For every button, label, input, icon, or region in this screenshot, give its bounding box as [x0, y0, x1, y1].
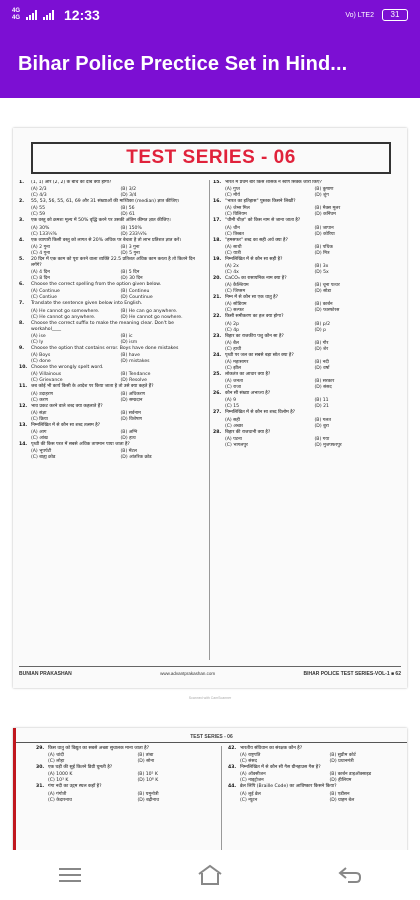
question-text: किस धातु को विद्युत का सबसे अच्छा सुचालक माना जाता है? [48, 746, 150, 751]
question-number: 10. [19, 365, 28, 371]
question-text: 55, 53, 56, 55, 61, 69 और 31 संख्याओं की माध्यिका (median) ज्ञात कीजिए। [31, 199, 180, 205]
question-item [213, 257, 398, 263]
answer-option: (C) Contiue [31, 295, 57, 301]
answer-option: (D) Countinue [120, 295, 153, 301]
answer-option: (C) झील [225, 366, 242, 372]
option-row [228, 798, 413, 804]
question-number: 12. [19, 403, 28, 409]
answer-option: (A) राष्ट्रपति [240, 753, 261, 759]
question-text: निम्नलिखित में से कौन सी गैस ग्रीनहाउस गैस है? [240, 765, 321, 771]
status-right [345, 9, 408, 21]
answer-option: (C) हाथी [225, 346, 242, 352]
question-number: 3. [19, 218, 24, 224]
page1-left-column [19, 180, 204, 660]
question-number: 11. [19, 384, 28, 390]
question-item [213, 295, 398, 301]
page1-footer [19, 666, 401, 678]
question-text: एक वस्तु को क्रमशः मूल्य में 50% वृद्धि करने पर उसकी अंतिम कीमत ज्ञात कीजिए। [31, 218, 171, 224]
question-text: बिहार का राजकीय पशु कौन सा है? [225, 333, 284, 339]
question-text: एक घड़ी की सुई कितने डिग्री घूमती है? [48, 765, 113, 771]
question-number: 4. [19, 237, 24, 243]
answer-option: (B) 3 गुना [120, 244, 140, 250]
answer-option: (B) have [120, 353, 140, 359]
answer-option: (D) सम्प्रदान [120, 397, 143, 403]
answer-option: (D) मुजफ्फरपुर [314, 442, 342, 448]
series-footer: BIHAR POLICE TEST SERIES-VOL-1 ■ 62 [303, 670, 401, 677]
question-item [19, 346, 204, 352]
answer-option: (B) Tendance [120, 372, 151, 378]
question-item [19, 257, 204, 269]
answer-option: (A) 2x [225, 264, 239, 270]
answer-option: (D) सोडा [314, 289, 332, 295]
answer-option: (C) सल्फर [225, 308, 244, 314]
answer-option: (D) बद्रीनाथ [137, 797, 160, 803]
question-number: 42. [228, 746, 237, 751]
answer-option: (B) मैक्स मूलर [314, 206, 341, 212]
question-item [228, 765, 413, 771]
question-item [19, 365, 204, 371]
question-number: 23. [213, 333, 222, 339]
answer-option: (D) वर्षा [314, 366, 330, 372]
test-series-title: TEST SERIES - 06 [126, 147, 296, 168]
question-text: भाव प्रकट करने वाले शब्द क्या कहलाते हैं? [31, 403, 103, 409]
question-item [19, 301, 204, 307]
answer-option: (B) यमुनोत्री [137, 791, 159, 797]
answer-option: (C) न्यूटन [240, 797, 258, 803]
signal-icon [26, 10, 37, 20]
answer-option: (B) He can go anywhere. [120, 308, 178, 314]
answer-option: (A) 1000 K [48, 772, 73, 778]
answer-option: (B) चूना पत्थर [314, 283, 340, 289]
answer-option: (B) अधिकरण [120, 391, 145, 397]
question-number: 31. [36, 784, 45, 790]
question-item [213, 199, 398, 205]
answer-option: (D) शुंग [314, 193, 329, 199]
answer-option: (A) Villainous [31, 372, 62, 378]
answer-option: (D) प्रधानमंत्री [329, 759, 354, 765]
answer-option: (B) जापान [314, 225, 334, 231]
question-item [19, 423, 204, 429]
answer-option: (D) संसद [314, 385, 332, 391]
question-item [213, 353, 398, 359]
question-item [36, 784, 221, 790]
answer-option: (B) 11 [314, 398, 329, 404]
question-text: Choose the wrongly spelt word. [31, 365, 104, 371]
answer-option: (C) 10³ K [48, 778, 69, 784]
question-text: निम्नलिखित में से कौन सा शब्द विलोम है? [225, 410, 296, 416]
question-item [19, 199, 204, 205]
answer-option: (D) mistakes [120, 359, 150, 365]
status-bar [0, 0, 420, 30]
answer-option: (A) संज्ञा [31, 410, 47, 416]
app-title: Bihar Police Prectice Set in Hind... [18, 52, 348, 75]
column-divider [221, 746, 222, 850]
answer-option: (A) कैल्शियम [225, 283, 249, 289]
question-number: 7. [19, 301, 24, 307]
answer-option: (B) 56 [120, 206, 135, 212]
question-text: निम्नलिखित में से कौन सा सही है? [225, 256, 283, 262]
answer-option: (B) 3x [314, 264, 329, 270]
question-number: 22. [213, 314, 222, 320]
answer-option: (D) 233⅓% [120, 231, 147, 237]
answer-option: (D) 61 [120, 212, 135, 218]
answer-option: (C) 4x [225, 270, 239, 276]
question-text: (1, 1) और (2, 2) के बीच का दाब क्या होगा? [31, 180, 112, 185]
answer-option: (D) 10⁸ K [137, 778, 159, 784]
answer-option: (B) p/2 [314, 321, 331, 327]
answer-option: (B) सरकार [314, 379, 335, 385]
answer-option: (A) 30% [31, 225, 50, 231]
question-number: 16. [213, 199, 222, 205]
answer-option: (B) 150% [120, 225, 142, 231]
question-text: Choose the option that contains error. Boys have done mistakes [31, 346, 179, 352]
question-item [213, 334, 398, 340]
question-item [213, 218, 398, 224]
answer-option: (D) Resolve [120, 378, 147, 384]
answer-option: (D) ism [120, 340, 138, 346]
question-number: 44. [228, 784, 237, 790]
question-item [19, 442, 204, 448]
question-text: निम्न में से कौन सा एक धातु है? [225, 295, 279, 301]
question-item [213, 410, 398, 416]
answer-option: (B) सुप्रीम कोर्ट [329, 753, 356, 759]
answer-option: (D) He cannot go nowhere. [120, 314, 183, 320]
question-text: कौन सी संख्या अभाज्य है? [225, 391, 271, 397]
answer-option: (D) 21 [314, 404, 329, 410]
answer-option: (C) आंख [31, 436, 48, 442]
answer-option: (A) साथी [225, 244, 242, 250]
answer-option: (A) चीन [225, 225, 240, 231]
page2-left-column [36, 746, 221, 804]
answer-option: (C) नाइट्रोजन [240, 778, 264, 784]
answer-option: (B) गलत [314, 417, 332, 423]
answer-option: (C) भागलपुर [225, 442, 248, 448]
publisher-website: www.advantprakashan.com [160, 671, 216, 676]
question-item [228, 784, 413, 790]
answer-option: (A) महासागर [225, 360, 249, 366]
answer-option: (A) उदाहरण [31, 391, 53, 397]
answer-option: (A) जनता [225, 379, 243, 385]
answer-option: (A) गंगोत्री [48, 791, 67, 797]
question-text: CaCO₃ का रासायनिक नाम क्या है? [225, 276, 287, 282]
answer-option: (C) Grievance [31, 378, 63, 384]
answer-option: (A) ise [31, 334, 46, 340]
answer-option: (A) 2 गुना [31, 244, 50, 250]
option-row [19, 455, 204, 461]
answer-option: (D) कोरिया [314, 231, 335, 237]
answer-option: (D) आंतरिक क्रोड [120, 455, 152, 461]
question-number: 8. [19, 320, 24, 326]
answer-option: (C) He cannot go anywhere. [31, 314, 96, 320]
answer-option: (D) ग्राहम बेल [329, 797, 355, 803]
answer-option: (C) तिब्बत [225, 231, 244, 237]
question-number: 20. [213, 276, 222, 282]
question-text: "थीमी चीज़" को किस नाम से जाना जाता है? [225, 218, 301, 224]
question-number: 17. [213, 218, 222, 224]
question-text: भारतीय संविधान का संरक्षक कौन है? [240, 746, 303, 751]
network-label-bottom: 4G [12, 15, 21, 21]
test-series-banner [31, 142, 391, 174]
answer-option: (C) 4 गुना [31, 250, 50, 256]
question-item [19, 218, 204, 224]
answer-option: (A) लुई ब्रेल [240, 791, 261, 797]
answer-option: (B) कार्बन डाइऑक्साइड [329, 772, 372, 778]
question-number: 27. [213, 410, 222, 416]
answer-option: (B) अग्नि [120, 430, 138, 436]
answer-option: (D) कनिंघम [314, 212, 336, 218]
question-number: 5. [19, 256, 24, 262]
option-row [36, 798, 221, 804]
answer-option: (C) 8 दिन [31, 276, 50, 282]
question-text: ब्रेल लिपि (Braille Code) का आविष्कार किसने किया? [240, 784, 337, 790]
question-number: 43. [228, 765, 237, 771]
question-text: 20 दिन में एक काम को पूरा करने वाला व्यक्ति 22.5 प्रतिशत अधिक काम करता है तो कितने दिन लगेंगे? [31, 256, 195, 269]
answer-option: (B) मेंटल [120, 449, 137, 455]
signal-icon-2 [43, 10, 54, 20]
answer-option: (A) He cannot go somewhere. [31, 308, 100, 314]
answer-option: (C) यात्री [225, 250, 241, 256]
page1-right-column [213, 180, 398, 660]
question-text: गंगा नदी का उद्गम स्थल कहाँ है? [48, 784, 102, 790]
answer-option: (C) 133⅓% [31, 231, 57, 237]
question-number: 13. [19, 422, 28, 428]
question-item [228, 746, 413, 752]
answer-option: (B) सर्वनाम [120, 410, 141, 416]
volte-indicator: Vo) LTE2 [345, 11, 374, 19]
question-number: 21. [213, 295, 222, 301]
question-text: Translate the sentence given below into English. [31, 301, 143, 307]
navigation-bar [0, 850, 420, 900]
question-number: 15. [213, 180, 222, 185]
menu-icon[interactable] [45, 855, 95, 895]
answer-option: (B) नदी [314, 360, 329, 366]
answer-option: (B) कार्बन [314, 302, 333, 308]
answer-option: (B) एडीसन [329, 791, 350, 797]
network-indicator [12, 8, 20, 22]
question-item [213, 391, 398, 397]
question-item [19, 384, 204, 390]
column-divider [209, 180, 210, 660]
question-number: 14. [19, 442, 28, 448]
answer-option: (C) ly [31, 340, 44, 346]
answer-option: (A) 9 [225, 398, 237, 404]
answer-option: (B) कुषाण [314, 187, 334, 193]
question-number: 1. [19, 180, 24, 185]
answer-option: (D) 5x [314, 270, 329, 276]
answer-option: (D) हाथ [120, 436, 136, 442]
question-number: 18. [213, 237, 222, 243]
page2-right-column [228, 746, 413, 804]
question-text: लोकतंत्र का आधार क्या है? [225, 372, 271, 378]
answer-option: (C) done [31, 359, 51, 365]
answer-option: (C) बाह्य क्रोड [31, 455, 56, 461]
answer-option: (C) मौर्य [225, 193, 240, 199]
option-row [213, 443, 398, 449]
answer-option: (C) जिप्सम [225, 289, 246, 295]
question-item [213, 430, 398, 436]
question-text: पृथ्वी पर जल का सबसे बड़ा स्रोत क्या है? [225, 352, 294, 358]
answer-option: (A) सोडियम [225, 302, 247, 308]
answer-option: (A) सही [225, 417, 240, 423]
question-number: 6. [19, 282, 24, 288]
answer-option: (C) केदारनाथ [48, 797, 72, 803]
answer-option: (A) 2p [225, 321, 240, 327]
page2-header: TEST SERIES - 06 [16, 734, 407, 743]
question-text: Choose the correct spelling from the option given below. [31, 282, 162, 288]
answer-option: (B) 10⁵ K [137, 772, 158, 778]
answer-option: (C) संसद [240, 759, 257, 765]
answer-option: (D) विशेषण [120, 416, 142, 422]
answer-option: (A) पटना [225, 436, 242, 442]
document-page-1 [13, 128, 407, 688]
status-time: 12:33 [64, 7, 100, 23]
question-text: "हमसफर" शब्द का सही अर्थ क्या है? [225, 237, 288, 243]
question-item [19, 404, 204, 410]
answer-option: (B) गया [314, 436, 330, 442]
question-number: 25. [213, 372, 222, 378]
question-number: 9. [19, 346, 24, 352]
question-text: किसी समीकरण का हल क्या होगा? [225, 314, 284, 320]
answer-option: (A) 55 [31, 206, 46, 212]
answer-option: (D) मित्र [314, 250, 330, 256]
document-viewer[interactable] [0, 98, 420, 850]
answer-option: (B) ic [120, 334, 133, 340]
answer-option: (D) 3/4 [120, 193, 137, 199]
network-label-top: 4G [12, 8, 21, 14]
question-number: 28. [213, 429, 222, 435]
answer-option: (C) 4p [225, 327, 240, 333]
question-item [36, 746, 221, 752]
publisher-name: BUNIAN PRAKASHAN [19, 670, 72, 677]
question-number: 29. [36, 746, 45, 751]
question-text: जब कोई भी कार्य किसी के आदेश पर किया जाता है तो उसे क्या कहते हैं? [31, 384, 154, 390]
app-bar [0, 30, 420, 98]
document-page-2 [13, 728, 407, 850]
back-icon[interactable] [325, 855, 375, 895]
question-number: 30. [36, 765, 45, 771]
battery-icon: 31 [382, 9, 408, 21]
question-number: 19. [213, 256, 222, 262]
answer-option: (A) 4 दिन [31, 270, 50, 276]
answer-option: (D) 5 गुना [120, 250, 140, 256]
answer-option: (B) Contineu [120, 289, 150, 295]
answer-option: (C) अच्छा [225, 423, 243, 429]
question-item [213, 180, 398, 186]
question-item [36, 765, 221, 771]
question-text: एक व्यापारी किसी वस्तु को लागत से 20% अधिक पर बेचता है तो लाभ प्रतिशत ज्ञात करें। [31, 237, 181, 243]
answer-option: (D) 30 दिन [120, 276, 143, 282]
status-left [12, 7, 100, 23]
answer-option: (A) आग [31, 430, 47, 436]
question-item [19, 238, 204, 244]
question-text: बिहार की राजधानी क्या है? [225, 429, 271, 435]
question-item [213, 238, 398, 244]
question-text: निम्नलिखित में से कौन सा शब्द तत्सम है? [31, 422, 101, 428]
question-text: पृथ्वी की किस परत में सबसे अधिक तापमान पाया जाता है? [31, 442, 130, 448]
answer-option: (B) 5 दिन [120, 270, 140, 276]
home-icon[interactable] [185, 855, 235, 895]
answer-option: (C) राजा [225, 385, 241, 391]
answer-option: (B) तांबा [137, 753, 154, 759]
answer-option: (D) फास्फोरस [314, 308, 340, 314]
answer-option: (A) 2/3 [31, 187, 47, 193]
answer-option: (A) Boys [31, 353, 51, 359]
answer-option: (A) जेम्स मिल [225, 206, 250, 212]
answer-option: (C) लोहा [48, 759, 65, 765]
question-item [213, 372, 398, 378]
answer-option: (A) Continue [31, 289, 60, 295]
question-item [19, 321, 204, 333]
answer-option: (D) बुरा [314, 423, 329, 429]
answer-option: (B) 3/2 [120, 187, 137, 193]
answer-option: (D) हीलियम [329, 778, 352, 784]
question-item [213, 276, 398, 282]
answer-option: (A) चांदी [48, 753, 64, 759]
question-text: भारत में प्रथम बार किस शासक ने स्वर्ण सिक्के जारी किए? [225, 180, 322, 185]
answer-option: (C) करण [31, 397, 48, 403]
answer-option: (D) शेर [314, 346, 329, 352]
question-item [213, 314, 398, 320]
question-number: 26. [213, 391, 222, 397]
answer-option: (B) पथिक [314, 244, 333, 250]
question-number: 24. [213, 352, 222, 358]
answer-option: (C) 59 [31, 212, 46, 218]
answer-option: (C) क्रिया [31, 416, 48, 422]
answer-option: (C) 15 [225, 404, 240, 410]
answer-option: (A) ऑक्सीजन [240, 772, 266, 778]
question-text: "भारत का इतिहास" पुस्तक किसने लिखी? [225, 199, 296, 205]
answer-option: (D) सोना [137, 759, 155, 765]
answer-option: (B) गौर [314, 340, 329, 346]
scan-watermark: Scanned with CamScanner [188, 696, 232, 700]
answer-option: (A) गुप्त [225, 187, 240, 193]
answer-option: (A) बैल [225, 340, 239, 346]
question-item [19, 180, 204, 186]
answer-option: (C) 4/3 [31, 193, 47, 199]
answer-option: (D) p [314, 327, 326, 333]
question-item [19, 282, 204, 288]
answer-option: (A) भूपर्पटी [31, 449, 52, 455]
answer-option: (C) विलियम [225, 212, 247, 218]
question-text: Choose the correct suffix to make the meaning clear. Don't be workahol____ [31, 320, 174, 332]
question-number: 2. [19, 199, 24, 205]
